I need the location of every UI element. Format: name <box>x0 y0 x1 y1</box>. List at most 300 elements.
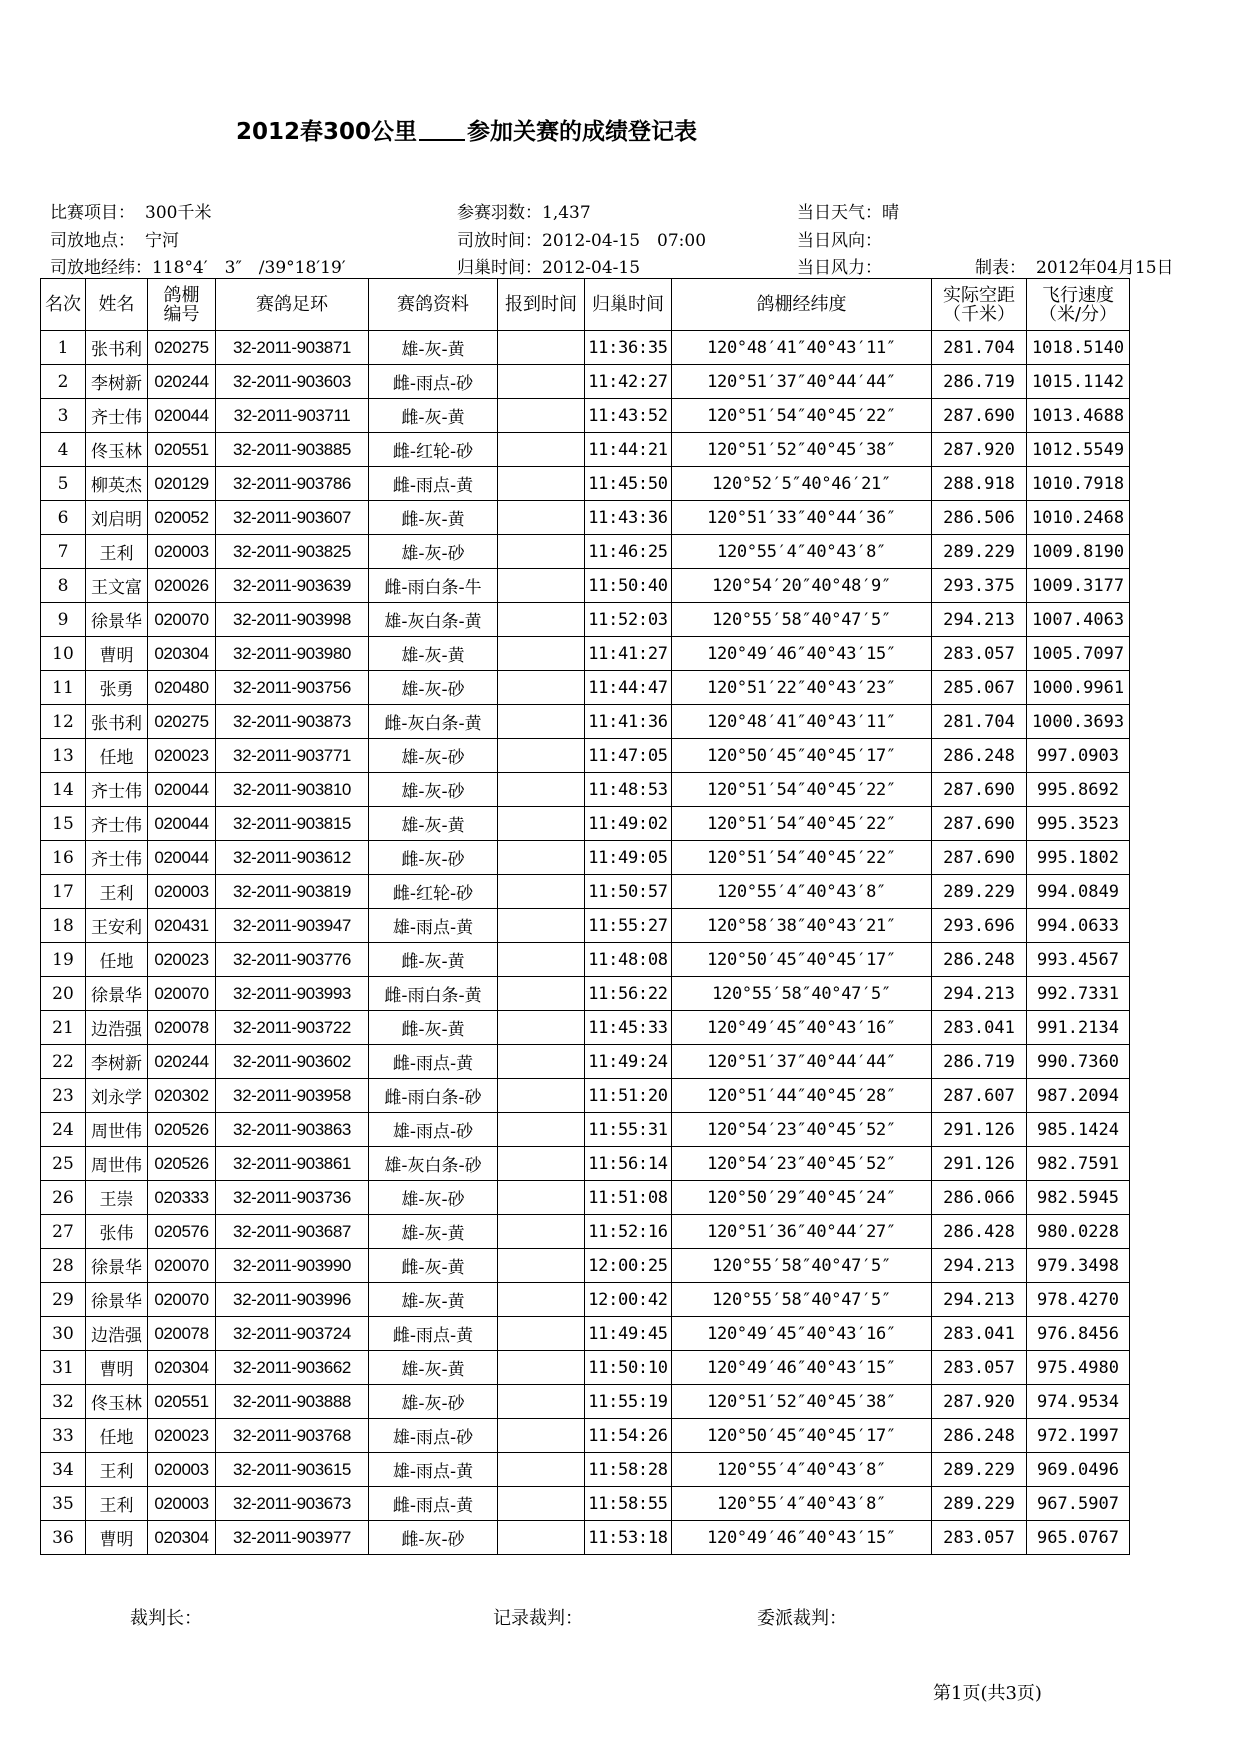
release-place-label: 司放地点： <box>50 231 135 251</box>
report-time-cell <box>498 1181 585 1215</box>
distance-cell: 287.690 <box>932 773 1027 807</box>
name-cell: 王安利 <box>86 909 148 943</box>
table-row <box>41 1147 1130 1181</box>
distance-cell: 287.920 <box>932 1385 1027 1419</box>
ring-cell: 32-2011-903776 <box>216 943 369 977</box>
speed-cell: 982.5945 <box>1027 1181 1130 1215</box>
rank-cell: 13 <box>41 739 86 773</box>
rank-cell: 22 <box>41 1045 86 1079</box>
loft-no-cell: 020044 <box>148 841 216 875</box>
info-cell: 雄-灰-黄 <box>369 637 498 671</box>
ring-cell: 32-2011-903990 <box>216 1249 369 1283</box>
table-row <box>41 1351 1130 1385</box>
return-time-info <box>457 253 640 278</box>
table-row <box>41 1283 1130 1317</box>
coord-cell: 120°58′38″40°43′21″ <box>672 909 932 943</box>
table-row <box>41 501 1130 535</box>
report-time-cell <box>498 875 585 909</box>
info-cell: 雄-灰-黄 <box>369 807 498 841</box>
recorder-judge-label: 记录裁判： <box>493 1608 583 1629</box>
return-time-cell: 11:44:21 <box>585 433 672 467</box>
return-time-cell: 11:36:35 <box>585 331 672 365</box>
info-cell: 雄-雨点-砂 <box>369 1113 498 1147</box>
coord-cell: 120°51′54″40°45′22″ <box>672 807 932 841</box>
info-cell: 雌-雨白条-砂 <box>369 1079 498 1113</box>
name-cell: 刘启明 <box>86 501 148 535</box>
return-time-cell: 11:56:22 <box>585 977 672 1011</box>
ring-cell: 32-2011-903998 <box>216 603 369 637</box>
speed-cell: 1015.1142 <box>1027 365 1130 399</box>
return-time-cell: 11:51:20 <box>585 1079 672 1113</box>
info-cell: 雌-红轮-砂 <box>369 875 498 909</box>
rank-cell: 14 <box>41 773 86 807</box>
name-cell: 张伟 <box>86 1215 148 1249</box>
rank-cell: 12 <box>41 705 86 739</box>
table-row <box>41 467 1130 501</box>
name-cell: 李树新 <box>86 1045 148 1079</box>
loft-no-cell: 020003 <box>148 535 216 569</box>
info-cell: 雌-雨白条-牛 <box>369 569 498 603</box>
loft-no-cell: 020304 <box>148 637 216 671</box>
loft-no-cell: 020480 <box>148 671 216 705</box>
name-cell: 佟玉林 <box>86 1385 148 1419</box>
count-info <box>457 198 591 223</box>
info-cell: 雌-灰-砂 <box>369 841 498 875</box>
rank-cell: 34 <box>41 1453 86 1487</box>
return-time-cell: 12:00:42 <box>585 1283 672 1317</box>
table-row <box>41 399 1130 433</box>
rank-cell: 19 <box>41 943 86 977</box>
ring-cell: 32-2011-903947 <box>216 909 369 943</box>
info-cell: 雌-雨点-黄 <box>369 1045 498 1079</box>
loft-no-cell: 020275 <box>148 331 216 365</box>
ring-cell: 32-2011-903687 <box>216 1215 369 1249</box>
info-cell: 雌-灰-黄 <box>369 399 498 433</box>
coord-cell: 120°48′41″40°43′11″ <box>672 705 932 739</box>
info-cell: 雄-雨点-砂 <box>369 1419 498 1453</box>
table-row <box>41 807 1130 841</box>
info-cell: 雌-雨点-黄 <box>369 1487 498 1521</box>
table-row <box>41 1317 1130 1351</box>
speed-cell: 994.0633 <box>1027 909 1130 943</box>
return-time-value: 2012-04-15 <box>542 258 641 278</box>
chief-judge-label: 裁判长： <box>130 1608 202 1629</box>
info-cell: 雄-雨点-黄 <box>369 909 498 943</box>
coord-cell: 120°51′52″40°45′38″ <box>672 433 932 467</box>
release-coord-info <box>50 253 346 278</box>
release-coord-label: 司放地经纬： <box>50 258 152 278</box>
ring-cell: 32-2011-903662 <box>216 1351 369 1385</box>
name-cell: 边浩强 <box>86 1011 148 1045</box>
coord-cell: 120°49′45″40°43′16″ <box>672 1011 932 1045</box>
speed-cell: 1000.3693 <box>1027 705 1130 739</box>
distance-cell: 289.229 <box>932 1453 1027 1487</box>
loft-no-cell: 020044 <box>148 773 216 807</box>
report-time-cell <box>498 1487 585 1521</box>
coord-cell: 120°51′36″40°44′27″ <box>672 1215 932 1249</box>
wind-force-label: 当日风力： <box>797 258 882 278</box>
rank-cell: 11 <box>41 671 86 705</box>
distance-cell: 287.690 <box>932 807 1027 841</box>
coord-cell: 120°55′58″40°47′5″ <box>672 977 932 1011</box>
name-cell: 李树新 <box>86 365 148 399</box>
ring-cell: 32-2011-903612 <box>216 841 369 875</box>
report-time-cell <box>498 1113 585 1147</box>
return-time-cell: 11:41:36 <box>585 705 672 739</box>
info-cell: 雄-灰-砂 <box>369 671 498 705</box>
info-cell: 雌-红轮-砂 <box>369 433 498 467</box>
return-time-cell: 11:55:27 <box>585 909 672 943</box>
name-cell: 王利 <box>86 875 148 909</box>
rank-cell: 36 <box>41 1521 86 1555</box>
info-cell: 雌-雨点-黄 <box>369 1317 498 1351</box>
loft-no-cell: 020304 <box>148 1521 216 1555</box>
rank-cell: 20 <box>41 977 86 1011</box>
distance-cell: 283.057 <box>932 637 1027 671</box>
return-time-cell: 11:42:27 <box>585 365 672 399</box>
report-time-cell <box>498 1079 585 1113</box>
loft-no-cell: 020003 <box>148 875 216 909</box>
table-row <box>41 331 1130 365</box>
info-cell: 雌-灰-黄 <box>369 1011 498 1045</box>
info-cell: 雌-灰-黄 <box>369 501 498 535</box>
distance-cell: 286.506 <box>932 501 1027 535</box>
speed-cell: 1000.9961 <box>1027 671 1130 705</box>
event-info <box>50 198 211 223</box>
distance-cell: 287.690 <box>932 399 1027 433</box>
header-speed: 飞行速度 （米/分） <box>1027 279 1130 331</box>
rank-cell: 3 <box>41 399 86 433</box>
loft-no-cell: 020003 <box>148 1453 216 1487</box>
report-time-cell <box>498 365 585 399</box>
ring-cell: 32-2011-903873 <box>216 705 369 739</box>
distance-cell: 289.229 <box>932 1487 1027 1521</box>
ring-cell: 32-2011-903736 <box>216 1181 369 1215</box>
ring-cell: 32-2011-903861 <box>216 1147 369 1181</box>
release-place-value: 宁河 <box>145 231 179 251</box>
header-rank: 名次 <box>41 279 86 331</box>
rank-cell: 6 <box>41 501 86 535</box>
wind-force-info <box>797 253 882 278</box>
return-time-cell: 11:49:45 <box>585 1317 672 1351</box>
ring-cell: 32-2011-903602 <box>216 1045 369 1079</box>
speed-cell: 965.0767 <box>1027 1521 1130 1555</box>
report-time-cell <box>498 637 585 671</box>
ring-cell: 32-2011-903722 <box>216 1011 369 1045</box>
info-cell: 雄-灰-砂 <box>369 739 498 773</box>
loft-no-cell: 020302 <box>148 1079 216 1113</box>
report-time-cell <box>498 603 585 637</box>
rank-cell: 21 <box>41 1011 86 1045</box>
return-time-cell: 11:45:33 <box>585 1011 672 1045</box>
ring-cell: 32-2011-903863 <box>216 1113 369 1147</box>
loft-no-cell: 020003 <box>148 1487 216 1521</box>
ring-cell: 32-2011-903815 <box>216 807 369 841</box>
table-row <box>41 1453 1130 1487</box>
loft-no-cell: 020304 <box>148 1351 216 1385</box>
speed-cell: 975.4980 <box>1027 1351 1130 1385</box>
info-cell: 雄-灰-黄 <box>369 1283 498 1317</box>
report-time-cell <box>498 467 585 501</box>
coord-cell: 120°51′54″40°45′22″ <box>672 399 932 433</box>
distance-cell: 293.696 <box>932 909 1027 943</box>
distance-cell: 281.704 <box>932 331 1027 365</box>
made-label: 制表： <box>975 258 1026 278</box>
report-time-cell <box>498 1419 585 1453</box>
info-cell: 雄-灰-砂 <box>369 773 498 807</box>
speed-cell: 995.1802 <box>1027 841 1130 875</box>
loft-no-cell: 020023 <box>148 943 216 977</box>
distance-cell: 283.041 <box>932 1317 1027 1351</box>
name-cell: 张勇 <box>86 671 148 705</box>
weather-info <box>797 198 899 223</box>
release-place-info <box>50 226 179 251</box>
return-time-cell: 11:45:50 <box>585 467 672 501</box>
table-body <box>41 331 1130 1555</box>
header-loft-no: 鸽棚 编号 <box>148 279 216 331</box>
ring-cell: 32-2011-903993 <box>216 977 369 1011</box>
info-cell: 雌-灰-黄 <box>369 943 498 977</box>
speed-cell: 995.3523 <box>1027 807 1130 841</box>
name-cell: 任地 <box>86 943 148 977</box>
report-time-cell <box>498 977 585 1011</box>
loft-no-cell: 020044 <box>148 807 216 841</box>
report-time-cell <box>498 1215 585 1249</box>
rank-cell: 35 <box>41 1487 86 1521</box>
speed-cell: 1009.3177 <box>1027 569 1130 603</box>
coord-cell: 120°49′46″40°43′15″ <box>672 1351 932 1385</box>
rank-cell: 28 <box>41 1249 86 1283</box>
rank-cell: 1 <box>41 331 86 365</box>
info-cell: 雄-灰-砂 <box>369 535 498 569</box>
rank-cell: 10 <box>41 637 86 671</box>
table-row <box>41 671 1130 705</box>
coord-cell: 120°51′37″40°44′44″ <box>672 1045 932 1079</box>
loft-no-cell: 020078 <box>148 1317 216 1351</box>
rank-cell: 33 <box>41 1419 86 1453</box>
ring-cell: 32-2011-903786 <box>216 467 369 501</box>
release-time-value: 2012-04-15 07:00 <box>542 231 707 251</box>
return-time-cell: 11:52:03 <box>585 603 672 637</box>
table-row <box>41 1385 1130 1419</box>
name-cell: 王利 <box>86 535 148 569</box>
return-time-cell: 11:47:05 <box>585 739 672 773</box>
loft-no-cell: 020052 <box>148 501 216 535</box>
table-row <box>41 603 1130 637</box>
speed-cell: 1012.5549 <box>1027 433 1130 467</box>
table-row <box>41 1079 1130 1113</box>
report-time-cell <box>498 331 585 365</box>
return-time-cell: 11:52:16 <box>585 1215 672 1249</box>
info-cell: 雄-灰-砂 <box>369 1385 498 1419</box>
return-time-cell: 11:43:36 <box>585 501 672 535</box>
rank-cell: 25 <box>41 1147 86 1181</box>
return-time-cell: 11:55:31 <box>585 1113 672 1147</box>
delegate-judge-label: 委派裁判： <box>757 1608 847 1629</box>
name-cell: 王利 <box>86 1453 148 1487</box>
coord-cell: 120°50′45″40°45′17″ <box>672 1419 932 1453</box>
report-time-cell <box>498 535 585 569</box>
header-coord: 鸽棚经纬度 <box>672 279 932 331</box>
report-time-cell <box>498 1283 585 1317</box>
distance-cell: 287.690 <box>932 841 1027 875</box>
loft-no-cell: 020431 <box>148 909 216 943</box>
speed-cell: 990.7360 <box>1027 1045 1130 1079</box>
distance-cell: 294.213 <box>932 1249 1027 1283</box>
page-number: 第1页(共3页) <box>933 1683 1042 1704</box>
report-time-cell <box>498 1521 585 1555</box>
name-cell: 徐景华 <box>86 1283 148 1317</box>
speed-cell: 969.0496 <box>1027 1453 1130 1487</box>
header-name: 姓名 <box>86 279 148 331</box>
speed-cell: 978.4270 <box>1027 1283 1130 1317</box>
info-cell: 雄-雨点-黄 <box>369 1453 498 1487</box>
coord-cell: 120°54′23″40°45′52″ <box>672 1113 932 1147</box>
distance-cell: 291.126 <box>932 1113 1027 1147</box>
table-row <box>41 909 1130 943</box>
speed-cell: 979.3498 <box>1027 1249 1130 1283</box>
name-cell: 王崇 <box>86 1181 148 1215</box>
loft-no-cell: 020023 <box>148 1419 216 1453</box>
distance-cell: 283.057 <box>932 1521 1027 1555</box>
ring-cell: 32-2011-903825 <box>216 535 369 569</box>
speed-cell: 1013.4688 <box>1027 399 1130 433</box>
speed-cell: 967.5907 <box>1027 1487 1130 1521</box>
report-time-cell <box>498 1011 585 1045</box>
return-time-cell: 11:50:40 <box>585 569 672 603</box>
loft-no-cell: 020078 <box>148 1011 216 1045</box>
table-row <box>41 569 1130 603</box>
table-row <box>41 1487 1130 1521</box>
table-header-row <box>41 279 1130 331</box>
speed-cell: 985.1424 <box>1027 1113 1130 1147</box>
speed-cell: 976.8456 <box>1027 1317 1130 1351</box>
report-time-cell <box>498 569 585 603</box>
name-cell: 曹明 <box>86 1521 148 1555</box>
distance-cell: 283.057 <box>932 1351 1027 1385</box>
coord-cell: 120°55′4″40°43′8″ <box>672 875 932 909</box>
coord-cell: 120°51′22″40°43′23″ <box>672 671 932 705</box>
table-row <box>41 977 1130 1011</box>
coord-cell: 120°55′58″40°47′5″ <box>672 603 932 637</box>
header-info: 赛鸽资料 <box>369 279 498 331</box>
info-cell: 雄-灰-黄 <box>369 331 498 365</box>
table-row <box>41 773 1130 807</box>
speed-cell: 992.7331 <box>1027 977 1130 1011</box>
loft-no-cell: 020244 <box>148 365 216 399</box>
loft-no-cell: 020526 <box>148 1147 216 1181</box>
rank-cell: 18 <box>41 909 86 943</box>
ring-cell: 32-2011-903603 <box>216 365 369 399</box>
loft-no-cell: 020244 <box>148 1045 216 1079</box>
distance-cell: 286.428 <box>932 1215 1027 1249</box>
name-cell: 张书利 <box>86 705 148 739</box>
name-cell: 徐景华 <box>86 603 148 637</box>
speed-cell: 982.7591 <box>1027 1147 1130 1181</box>
table-row <box>41 1215 1130 1249</box>
info-cell: 雄-灰白条-砂 <box>369 1147 498 1181</box>
ring-cell: 32-2011-903958 <box>216 1079 369 1113</box>
coord-cell: 120°49′46″40°43′15″ <box>672 1521 932 1555</box>
page-title <box>236 113 697 146</box>
rank-cell: 9 <box>41 603 86 637</box>
speed-cell: 1018.5140 <box>1027 331 1130 365</box>
report-time-cell <box>498 1045 585 1079</box>
info-cell: 雌-灰-黄 <box>369 1249 498 1283</box>
report-time-cell <box>498 739 585 773</box>
count-label: 参赛羽数： <box>457 203 542 223</box>
distance-cell: 285.067 <box>932 671 1027 705</box>
rank-cell: 8 <box>41 569 86 603</box>
speed-cell: 993.4567 <box>1027 943 1130 977</box>
report-time-cell <box>498 1351 585 1385</box>
rank-cell: 27 <box>41 1215 86 1249</box>
rank-cell: 29 <box>41 1283 86 1317</box>
release-coord-value: 118°4′ 3″ /39°18′19′ <box>152 258 346 278</box>
ring-cell: 32-2011-903771 <box>216 739 369 773</box>
coord-cell: 120°55′4″40°43′8″ <box>672 1487 932 1521</box>
speed-cell: 995.8692 <box>1027 773 1130 807</box>
loft-no-cell: 020526 <box>148 1113 216 1147</box>
ring-cell: 32-2011-903724 <box>216 1317 369 1351</box>
title-blank <box>419 119 465 141</box>
loft-no-cell: 020576 <box>148 1215 216 1249</box>
distance-cell: 281.704 <box>932 705 1027 739</box>
return-time-cell: 11:49:05 <box>585 841 672 875</box>
table-row <box>41 875 1130 909</box>
title-prefix: 2012春300公里 <box>236 119 418 145</box>
loft-no-cell: 020129 <box>148 467 216 501</box>
distance-cell: 291.126 <box>932 1147 1027 1181</box>
return-time-cell: 11:46:25 <box>585 535 672 569</box>
coord-cell: 120°50′29″40°45′24″ <box>672 1181 932 1215</box>
table-row <box>41 1249 1130 1283</box>
rank-cell: 32 <box>41 1385 86 1419</box>
distance-cell: 294.213 <box>932 603 1027 637</box>
speed-cell: 1010.2468 <box>1027 501 1130 535</box>
name-cell: 周世伟 <box>86 1113 148 1147</box>
ring-cell: 32-2011-903639 <box>216 569 369 603</box>
header-report-time: 报到时间 <box>498 279 585 331</box>
coord-cell: 120°52′5″40°46′21″ <box>672 467 932 501</box>
header-distance: 实际空距 （千米） <box>932 279 1027 331</box>
ring-cell: 32-2011-903885 <box>216 433 369 467</box>
coord-cell: 120°49′46″40°43′15″ <box>672 637 932 671</box>
distance-cell: 289.229 <box>932 535 1027 569</box>
rank-cell: 30 <box>41 1317 86 1351</box>
name-cell: 王文富 <box>86 569 148 603</box>
return-time-cell: 11:49:02 <box>585 807 672 841</box>
return-time-cell: 11:44:47 <box>585 671 672 705</box>
loft-no-cell: 020333 <box>148 1181 216 1215</box>
rank-cell: 5 <box>41 467 86 501</box>
distance-cell: 287.920 <box>932 433 1027 467</box>
speed-cell: 974.9534 <box>1027 1385 1130 1419</box>
name-cell: 齐士伟 <box>86 841 148 875</box>
loft-no-cell: 020044 <box>148 399 216 433</box>
table-row <box>41 1045 1130 1079</box>
name-cell: 柳英杰 <box>86 467 148 501</box>
event-value: 300千米 <box>145 203 212 223</box>
name-cell: 曹明 <box>86 1351 148 1385</box>
report-time-cell <box>498 1249 585 1283</box>
return-time-cell: 11:48:53 <box>585 773 672 807</box>
report-time-cell <box>498 1317 585 1351</box>
speed-cell: 1009.8190 <box>1027 535 1130 569</box>
return-time-cell: 11:51:08 <box>585 1181 672 1215</box>
report-time-cell <box>498 841 585 875</box>
ring-cell: 32-2011-903810 <box>216 773 369 807</box>
